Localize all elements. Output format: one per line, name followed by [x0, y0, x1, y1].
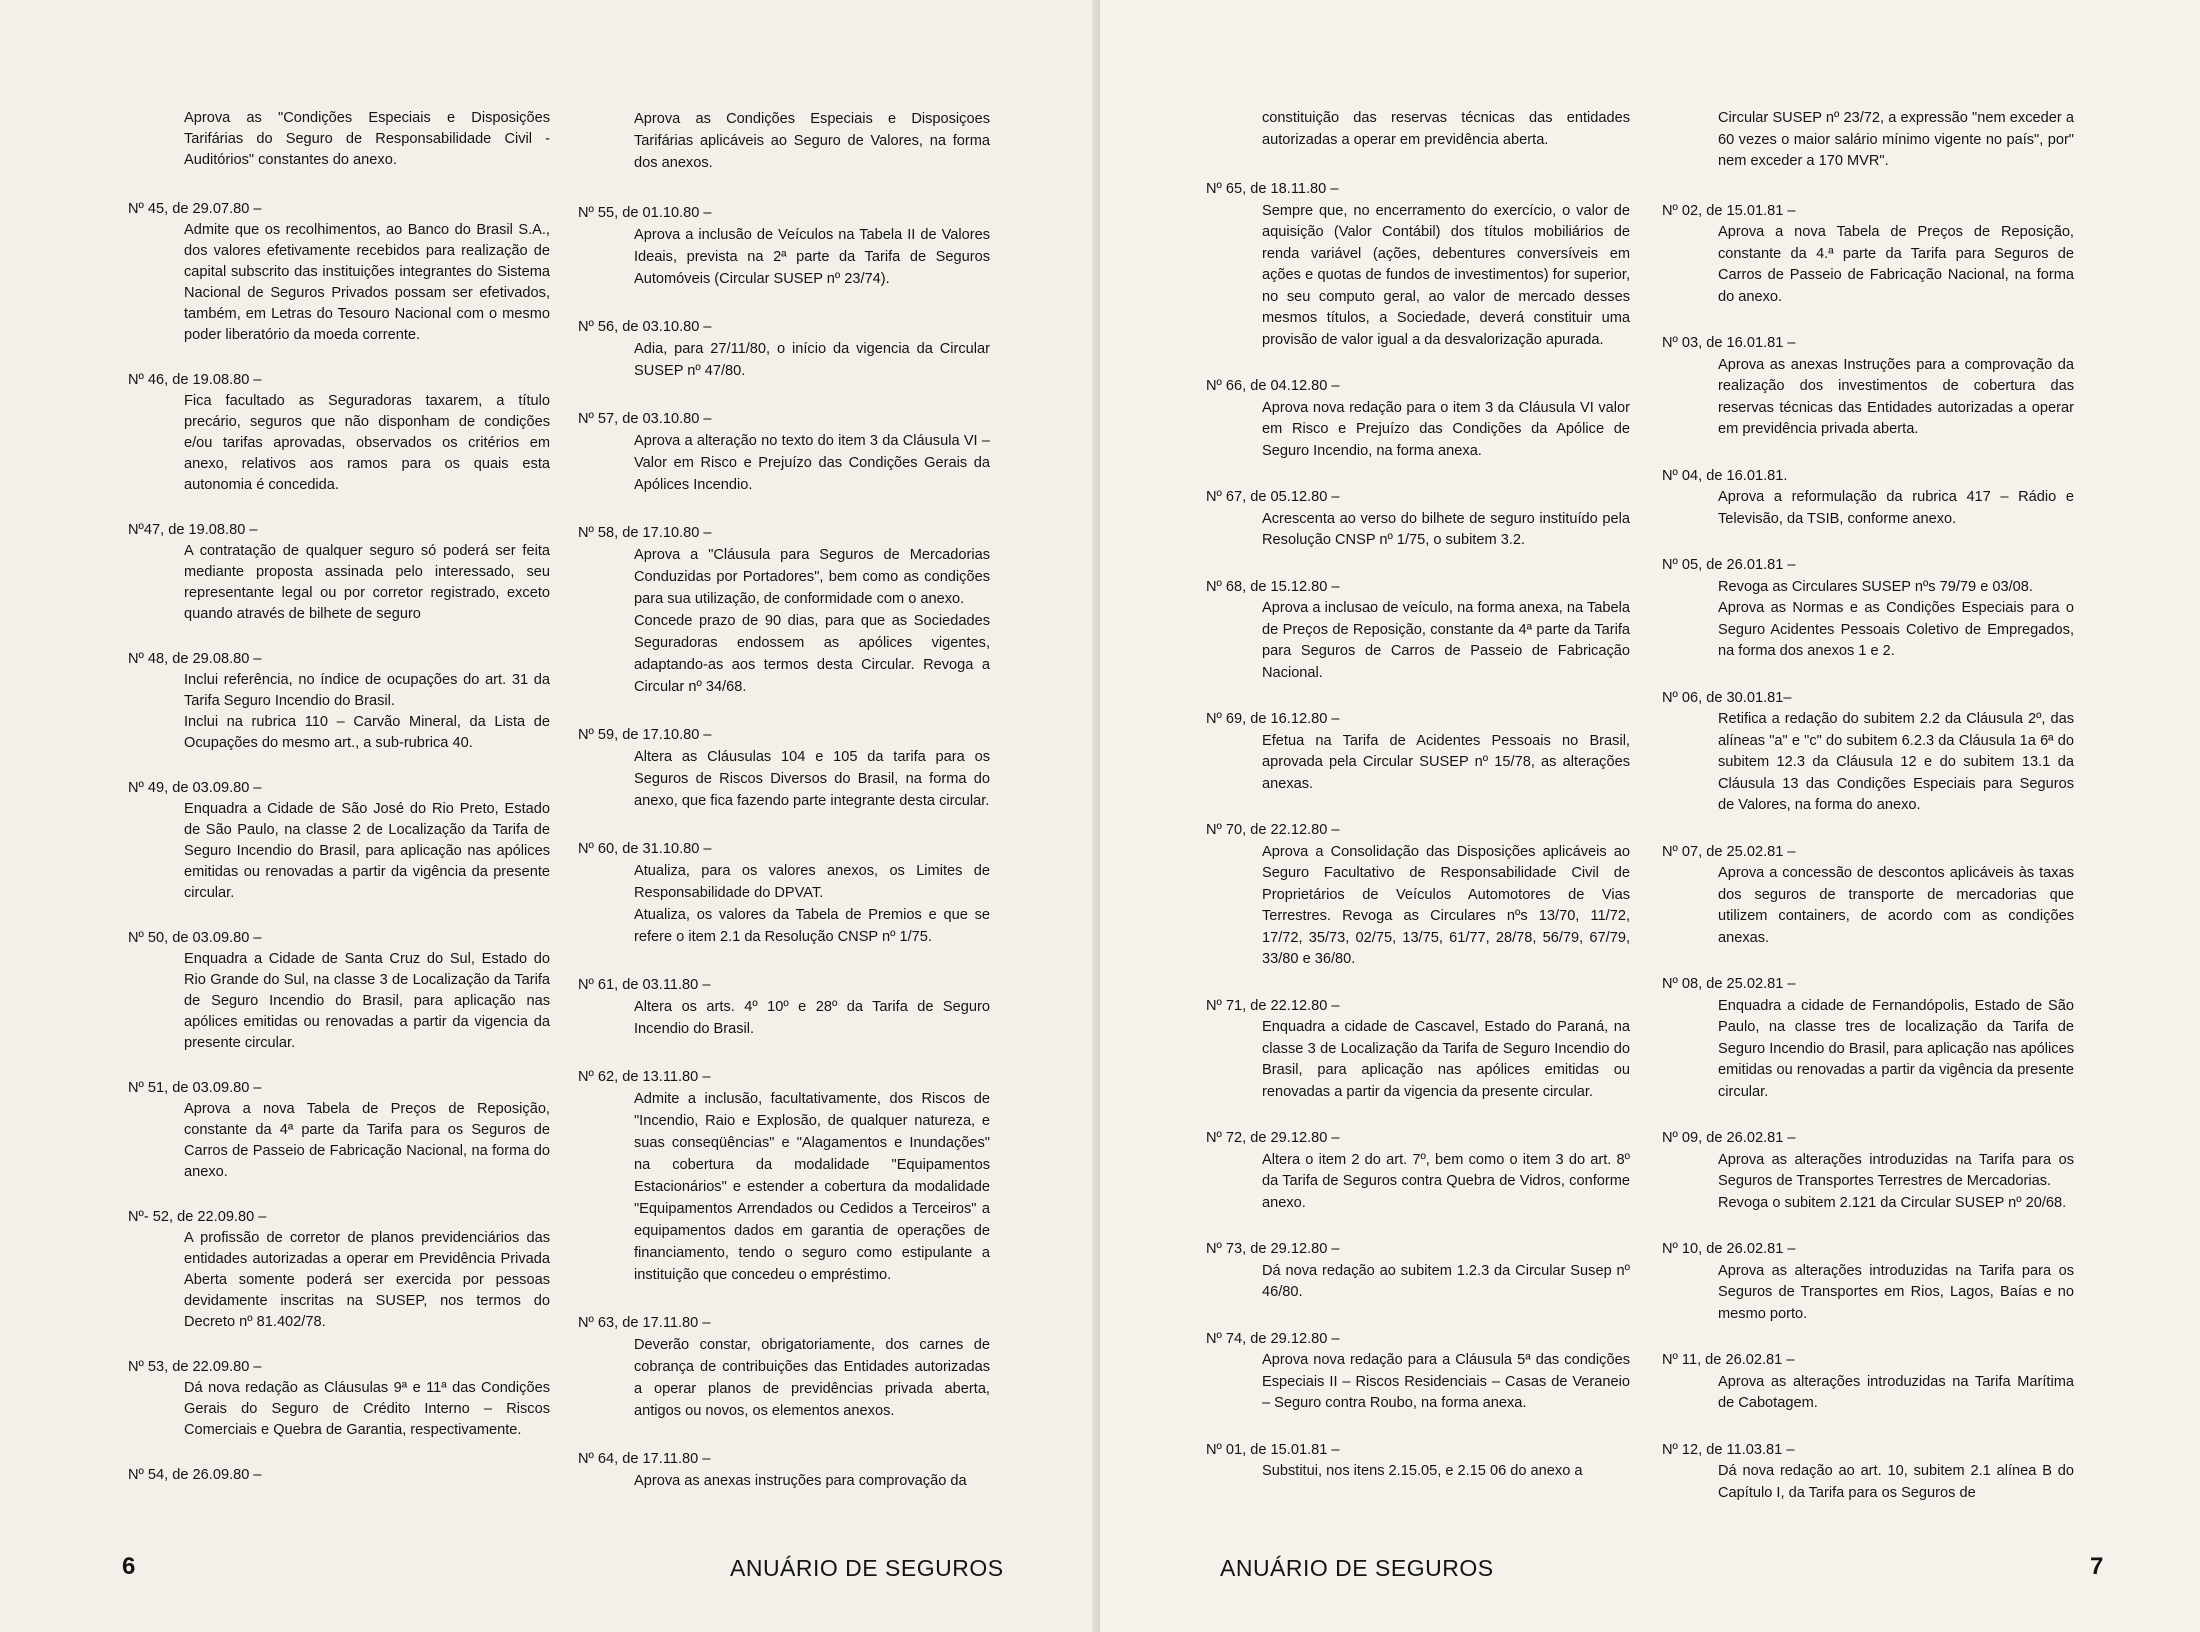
circular-number: Nº 04, de 16.01.81. — [1662, 467, 1788, 484]
circular-entry — [1662, 1350, 2074, 1415]
circular-description — [578, 860, 990, 948]
circular-entry — [1662, 688, 2074, 817]
circular-description — [1206, 201, 1630, 352]
continued-text: Aprova as "Condições Especiais e Disposições Tarifárias do Seguro de Responsabilidade Civil - Auditórios" constantes do anexo. — [184, 110, 550, 168]
circular-number: Nº 05, de 26.01.81 – — [1662, 557, 1796, 573]
description-paragraph: Enquadra a Cidade de Santa Cruz do Sul, Estado do Rio Grande do Sul, na classe 3 de Localização da Tarifa de Seguro Incendio do Brasil, para aplicação nas apólices emitidas ou renovadas a partir da vigencia da presente circular. — [184, 951, 550, 1051]
description-paragraph: A contratação de qualquer seguro só poderá ser feita mediante proposta assinada pelo interessado, seu representante legal ou por corretor registrado, exceto quando através de bilhete de seguro — [184, 543, 550, 622]
description-paragraph: Aprova as Normas e as Condições Especiais para o Seguro Acidentes Pessoais Coletivo de Empregados, na forma dos anexos 1 e 2. — [1718, 600, 2074, 659]
circular-entry — [578, 1448, 990, 1492]
description-paragraph: Enquadra a cidade de Fernandópolis, Estado de São Paulo, na classe tres de localização da Tarifa de Seguro Incendio do Brasil, para aplicação nas apólices emitidas ou renovadas a partir da vigência da presente circular. — [1718, 997, 2074, 1100]
continued-text: Aprova as Condições Especiais e Disposiçoes Tarifárias aplicáveis ao Seguro de Valores, na forma dos anexos. — [634, 111, 990, 171]
description-paragraph: Inclui na rubrica 110 – Carvão Mineral, da Lista de Ocupações do mesmo art., a sub-rubrica 40. — [184, 714, 550, 751]
circular-number: Nº 74, de 29.12.80 – — [1206, 1330, 1340, 1347]
description-paragraph: Fica facultado as Seguradoras taxarem, a título precário, seguros que não disponham de condições e/ou tarifas aprovadas, observados os critérios em anexo, relativos aos ramos para os quais esta autonomia é concedida. — [184, 393, 550, 493]
circular-description — [578, 746, 990, 812]
circular-entry — [1662, 1239, 2074, 1325]
circular-description — [128, 541, 550, 625]
description-paragraph: Aprova as alterações introduzidas na Tarifa para os Seguros de Transportes em Rios, Lagos, Baías e no mesmo porto. — [1718, 1262, 2074, 1322]
circular-description — [1206, 1461, 1630, 1483]
circular-entry — [128, 649, 550, 754]
description-paragraph: Revoga o subitem 2.121 da Circular SUSEP nº 20/68. — [1718, 1194, 2067, 1211]
circular-entry — [1206, 1440, 1630, 1483]
description-paragraph: Deverão constar, obrigatoriamente, dos carnes de cobrança de contribuições das Entidades autorizadas a operar planos de previdências privada aberta, antigos ou novos, os elementos anexos. — [634, 1337, 990, 1419]
circular-description — [1662, 487, 2074, 530]
description-paragraph: A profissão de corretor de planos previdenciários das entidades autorizadas a operar em Previdência Privada Aberta somente poderá ser exercida por pessoas devidamente inscritas na SUSEP, nos termos do Decreto nº 81.402/78. — [184, 1230, 550, 1330]
circular-entry — [1206, 577, 1630, 685]
circular-number: Nº 66, de 04.12.80 – — [1206, 378, 1340, 394]
description-paragraph: Aprova nova redação para o item 3 da Cláusula VI valor em Risco e Prejuízo das Condições da Apólice de Seguro Incendio, na forma anexa. — [1262, 399, 1630, 459]
circular-number: Nº 71, de 22.12.80 – — [1206, 997, 1340, 1014]
circular-entry — [1206, 1128, 1630, 1214]
circular-number: Nº 08, de 25.02.81 – — [1662, 976, 1796, 992]
circular-number: Nº 70, de 22.12.80 – — [1206, 822, 1340, 838]
description-paragraph: Aprova a inclusão de Veículos na Tabela II de Valores Ideais, prevista na 2ª parte da Tarifa de Seguros Automóveis (Circular SUSEP nº 23/74). — [634, 227, 990, 287]
circular-number: Nº 63, de 17.11.80 – — [578, 1315, 711, 1331]
circular-entry — [128, 520, 550, 625]
circular-description — [1662, 355, 2074, 441]
page-footer: ANUÁRIO DE SEGUROS — [730, 1555, 1004, 1581]
right-page-column-2 — [1662, 108, 2074, 1529]
description-paragraph: Altera os arts. 4º 10º e 28º da Tarifa de Seguro Incendio do Brasil. — [634, 999, 990, 1037]
circular-number: Nº 07, de 25.02.81 – — [1662, 843, 1796, 860]
circular-description — [1206, 1017, 1630, 1103]
circular-number: Nº 72, de 29.12.80 – — [1206, 1130, 1340, 1146]
circular-number: Nº 03, de 16.01.81 – — [1662, 335, 1796, 351]
description-paragraph: Retifica a redação do subitem 2.2 da Cláusula 2º, das alíneas "a" e "c" do subitem 6.2.3 da Cláusula 1a 6ª do subitem 12.3 da Cláusula 12 e do subitem 13.1 da Cláusula 13 das Condições Especiais para Seguros de Valores, na forma do anexo. — [1718, 711, 2074, 813]
circular-description — [1206, 398, 1630, 463]
circular-description — [128, 1099, 550, 1183]
description-paragraph: Revoga as Circulares SUSEP nºs 79/79 e 03/08. — [1718, 578, 2033, 595]
circular-description — [578, 1088, 990, 1286]
circular-number: Nº 06, de 30.01.81– — [1662, 689, 1792, 706]
description-paragraph: Enquadra a Cidade de São José do Rio Preto, Estado de São Paulo, na classe 2 de Localização da Tarifa de Seguro Incendio do Brasil, para aplicação nas apólices emitidas ou renovadas a partir da vigência da presente circular. — [184, 801, 550, 901]
circular-entry — [128, 778, 550, 904]
circular-number: Nº 67, de 05.12.80 – — [1206, 489, 1340, 505]
circular-number: Nº 55, de 01.10.80 – — [578, 205, 712, 221]
circular-number: Nº 50, de 03.09.80 – — [128, 930, 262, 946]
circular-number: Nº 09, de 26.02.81 – — [1662, 1130, 1796, 1146]
circular-entry — [578, 316, 990, 382]
circular-entry — [1206, 487, 1630, 552]
circular-number: Nº- 52, de 22.09.80 – — [128, 1209, 267, 1225]
circular-number: Nº 49, de 03.09.80 – — [128, 780, 262, 796]
description-paragraph: Atualiza, para os valores anexos, os Limites de Responsabilidade do DPVAT. — [634, 863, 990, 901]
circular-description — [1662, 863, 2074, 949]
circular-number: Nº 69, de 16.12.80 – — [1206, 711, 1340, 727]
circular-entry — [128, 1078, 550, 1183]
description-paragraph: Dá nova redação as Cláusulas 9ª e 11ª das Condições Gerais do Seguro de Crédito Interno – Riscos Comerciais e Quebra de Garantia, respectivamente. — [184, 1380, 550, 1438]
circular-entry — [1206, 709, 1630, 795]
circular-number: Nº 46, de 19.08.80 – — [128, 372, 262, 388]
description-paragraph: Aprova a concessão de descontos aplicáveis às taxas dos seguros de transporte de mercadorias que utilizem containers, de acordo com as condições anexas. — [1718, 865, 2074, 946]
circular-description — [578, 430, 990, 496]
description-paragraph: Enquadra a cidade de Cascavel, Estado do Paraná, na classe 3 de Localização da Tarifa de Seguro Incendio do Brasil, para aplicação nas apólices emitidas ou renovadas a partir da vigencia da presente circular. — [1262, 1019, 1630, 1100]
circular-entry — [1662, 333, 2074, 441]
page-number: 7 — [2090, 1553, 2104, 1580]
circular-number: Nº 60, de 31.10.80 – — [578, 841, 712, 857]
circular-entry — [1662, 555, 2074, 663]
description-paragraph: Aprova a inclusao de veículo, na forma anexa, na Tabela de Preços de Reposição, constante da 4ª parte da Tarifa para Seguros de Carros de Passeio de Fabricação Nacional. — [1262, 600, 1630, 681]
circular-description — [1662, 1261, 2074, 1326]
description-paragraph: Aprova a "Cláusula para Seguros de Mercadorias Conduzidas por Portadores", bem como as condições para sua utilização, de conformidade com o anexo. — [634, 547, 990, 607]
circular-number: Nº 12, de 11.03.81 – — [1662, 1441, 1795, 1458]
circular-description — [128, 799, 550, 904]
circular-number: Nº 68, de 15.12.80 – — [1206, 578, 1340, 595]
circular-description — [578, 1334, 990, 1422]
circular-number: Nº 57, de 03.10.80 – — [578, 411, 712, 427]
description-paragraph: Adia, para 27/11/80, o início da vigencia da Circular SUSEP nº 47/80. — [634, 341, 990, 379]
circular-number: Nº 48, de 29.08.80 – — [128, 651, 262, 667]
circular-number: Nº 02, de 15.01.81 – — [1662, 202, 1796, 219]
circular-entry — [128, 370, 550, 496]
circular-description — [1662, 577, 2074, 663]
circular-description — [578, 544, 990, 698]
circular-entry — [1206, 1329, 1630, 1415]
description-paragraph: Dá nova redação ao subitem 1.2.3 da Circular Susep nº 46/80. — [1262, 1262, 1630, 1300]
description-paragraph: Atualiza, os valores da Tabela de Premios e que se refere o item 2.1 da Resolução CNSP nº 1/75. — [634, 907, 990, 945]
page-number: 6 — [122, 1553, 136, 1580]
circular-description — [128, 220, 550, 346]
left-page-column-2 — [578, 108, 990, 1518]
circular-entry — [128, 1357, 550, 1441]
circular-description — [1206, 842, 1630, 971]
circular-description — [1206, 509, 1630, 552]
circular-entry — [1206, 1239, 1630, 1304]
circular-description — [128, 391, 550, 496]
circular-description — [578, 1470, 990, 1492]
circular-description — [1206, 1261, 1630, 1304]
circular-description — [1206, 1350, 1630, 1415]
description-paragraph: Aprova as alterações introduzidas na Tarifa Marítima de Cabotagem. — [1718, 1373, 2074, 1411]
circular-number: Nº 65, de 18.11.80 – — [1206, 181, 1339, 197]
circular-entry — [578, 724, 990, 812]
circular-description — [1206, 1150, 1630, 1215]
description-paragraph: Aprova a nova Tabela de Preços de Reposição, constante da 4ª parte da Tarifa para os Seguros de Carros de Passeio de Fabricação Nacional, na forma do anexo. — [184, 1101, 550, 1180]
circular-entry — [1662, 466, 2074, 531]
circular-entry — [1206, 820, 1630, 971]
circular-number: Nº 59, de 17.10.80 – — [578, 727, 712, 743]
circular-entry — [1206, 376, 1630, 462]
circular-description — [1662, 996, 2074, 1104]
circular-number: Nº 10, de 26.02.81 – — [1662, 1241, 1796, 1257]
circular-description — [1206, 598, 1630, 684]
circular-entry — [128, 1207, 550, 1333]
circular-number: Nº 51, de 03.09.80 – — [128, 1080, 262, 1096]
circular-description — [578, 996, 990, 1040]
circular-description — [1662, 222, 2074, 308]
circular-description — [1662, 1372, 2074, 1415]
continued-text: constituição das reservas técnicas das entidades autorizadas a operar em previdência aberta. — [1262, 110, 1630, 148]
circular-number: Nº 61, de 03.11.80 – — [578, 977, 711, 993]
circular-entry — [128, 1465, 550, 1486]
circular-entry — [578, 522, 990, 698]
circular-description — [1662, 1150, 2074, 1215]
description-paragraph: Dá nova redação ao art. 10, subitem 2.1 alínea B do Capítulo I, da Tarifa para os Seguros de — [1718, 1463, 2074, 1501]
description-paragraph: Aprova a Consolidação das Disposições aplicáveis ao Seguro Facultativo de Responsabilidade Civil de Proprietários de Veículos Automotores de Vias Terrestres. Revoga as Circulares nºs 13/70, 11/72, 17/72, 35/73, 02/75, 13/75, 61/77, 28/78, 56/79, 67/79, 33/80 e 36/80. — [1262, 843, 1630, 967]
description-paragraph: Sempre que, no encerramento do exercício, o valor de aquisição (Valor Contábil) dos títulos mobiliários de renda variável (ações, debentures conversíveis em ações e quotas de fundos de investimentos) for superior, no seu computo geral, ao valor de mercado desses mesmos títulos, a Sociedade, deverá constituir uma provisão de valor igual a da desvalorização apurada. — [1262, 202, 1630, 348]
description-paragraph: Altera as Cláusulas 104 e 105 da tarifa para os Seguros de Riscos Diversos do Brasil, na forma do anexo, que fica fazendo parte integrante desta circular. — [634, 749, 990, 809]
circular-entry — [1662, 1128, 2074, 1214]
circular-entry — [578, 974, 990, 1040]
description-paragraph: Aprova as anexas Instruções para a comprovação da realização dos investimentos de cobertura das reservas técnicas das Entidades autorizadas a operar em previdência privada aberta. — [1718, 356, 2074, 437]
description-paragraph: Altera o item 2 do art. 7º, bem como o item 3 do art. 8º da Tarifa de Seguros contra Quebra de Vidros, conforme anexo. — [1262, 1151, 1630, 1211]
description-paragraph: Acrescenta ao verso do bilhete de seguro instituído pela Resolução CNSP nº 1/75, o subitem 3.2. — [1262, 510, 1630, 548]
circular-entry — [578, 202, 990, 290]
page-footer: ANUÁRIO DE SEGUROS — [1220, 1555, 1494, 1581]
circular-description — [1662, 709, 2074, 817]
description-paragraph: Admite que os recolhimentos, ao Banco do Brasil S.A., dos valores efetivamente recebidos para realização de capital subscrito das instituições integrantes do Sistema Nacional de Seguros Privados possam ser efetivados, também, em Letras do Tesouro Nacional com o mesmo poder liberatório da moeda corrente. — [184, 222, 550, 343]
description-paragraph: Aprova nova redação para a Cláusula 5ª das condições Especiais II – Riscos Residenciais – Casas de Veraneio – Seguro contra Roubo, na forma anexa. — [1262, 1352, 1630, 1411]
left-page-column-1 — [128, 108, 550, 1510]
circular-entry — [1206, 996, 1630, 1104]
circular-number: Nº 73, de 29.12.80 – — [1206, 1241, 1340, 1257]
circular-description — [1662, 1461, 2074, 1504]
circular-entry — [578, 1066, 990, 1286]
circular-description — [128, 670, 550, 754]
circular-entry — [1206, 179, 1630, 351]
circular-number: Nº 53, de 22.09.80 – — [128, 1359, 262, 1375]
description-paragraph: Aprova a reformulação da rubrica 417 – Rádio e Televisão, da TSIB, conforme anexo. — [1718, 489, 2074, 527]
circular-number: Nº 11, de 26.02.81 – — [1662, 1352, 1795, 1368]
circular-entry — [1662, 1440, 2074, 1505]
circular-entry — [1662, 842, 2074, 950]
description-paragraph: Aprova as alterações introduzidas na Tarifa para os Seguros de Transportes Terrestres de Mercadorias. — [1718, 1151, 2074, 1189]
circular-number: Nº 58, de 17.10.80 – — [578, 525, 712, 541]
circular-entry — [578, 408, 990, 496]
description-paragraph: Efetua na Tarifa de Acidentes Pessoais no Brasil, aprovada pela Circular SUSEP nº 15/78, as alterações anexas. — [1262, 732, 1630, 792]
circular-number: Nº 01, de 15.01.81 – — [1206, 1441, 1340, 1458]
circular-number: Nº 54, de 26.09.80 – — [128, 1467, 262, 1483]
circular-entry — [578, 1312, 990, 1422]
description-paragraph: Aprova as anexas instruções para comprovação da — [634, 1473, 967, 1489]
circular-description — [1206, 731, 1630, 796]
circular-description — [578, 338, 990, 382]
circular-entry — [1662, 201, 2074, 309]
circular-entry — [1662, 974, 2074, 1103]
circular-description — [128, 1228, 550, 1333]
circular-entry — [578, 838, 990, 948]
description-paragraph: Aprova a nova Tabela de Preços de Reposição, constante da 4.ª parte da Tarifa para Seguros de Carros de Passeio de Fabricação Nacional, na forma do anexo. — [1718, 224, 2074, 305]
description-paragraph: Substitui, nos itens 2.15.05, e 2.15 06 do anexo a — [1262, 1463, 1583, 1479]
circular-number: Nº47, de 19.08.80 – — [128, 522, 258, 538]
description-paragraph: Aprova a alteração no texto do item 3 da Cláusula VI – Valor em Risco e Prejuízo das Condições Gerais da Apólices Incendio. — [634, 433, 990, 493]
right-page-column-1 — [1206, 108, 1630, 1508]
circular-number: Nº 56, de 03.10.80 – — [578, 319, 712, 335]
circular-number: Nº 45, de 29.07.80 – — [128, 201, 262, 217]
circular-description — [578, 224, 990, 290]
right-page — [1100, 0, 2200, 1632]
description-paragraph: Concede prazo de 90 dias, para que as Sociedades Seguradoras endossem as apólices vigentes, adaptando-as aos termos desta Circular. Revoga a Circular nº 34/68. — [634, 613, 990, 695]
description-paragraph: Inclui referência, no índice de ocupações do art. 31 da Tarifa Seguro Incendio do Brasil. — [184, 672, 550, 709]
description-paragraph: Admite a inclusão, facultativamente, dos Riscos de "Incendio, Raio e Explosão, de qualquer natureza, e suas conseqüências" e "Alagamentos e Inundações" na cobertura da modalidade "Equipamentos Estacionários" e estender a cobertura da modalidade "Equipamentos Arrendados ou Cedidos a Terceiros" a equipamentos dados em garantia de operações de financiamento, tendo o seguro como estipulante a instituição que concedeu o empréstimo. — [634, 1091, 990, 1283]
continued-text: Circular SUSEP nº 23/72, a expressão "nem exceder a 60 vezes o maior salário mínimo vigente no país", por" nem exceder a 170 MVR". — [1718, 110, 2074, 169]
circular-description — [128, 949, 550, 1054]
circular-number: Nº 62, de 13.11.80 – — [578, 1069, 711, 1085]
circular-number: Nº 64, de 17.11.80 – — [578, 1451, 711, 1467]
circular-entry — [128, 199, 550, 346]
circular-entry — [128, 928, 550, 1054]
circular-description — [128, 1378, 550, 1441]
